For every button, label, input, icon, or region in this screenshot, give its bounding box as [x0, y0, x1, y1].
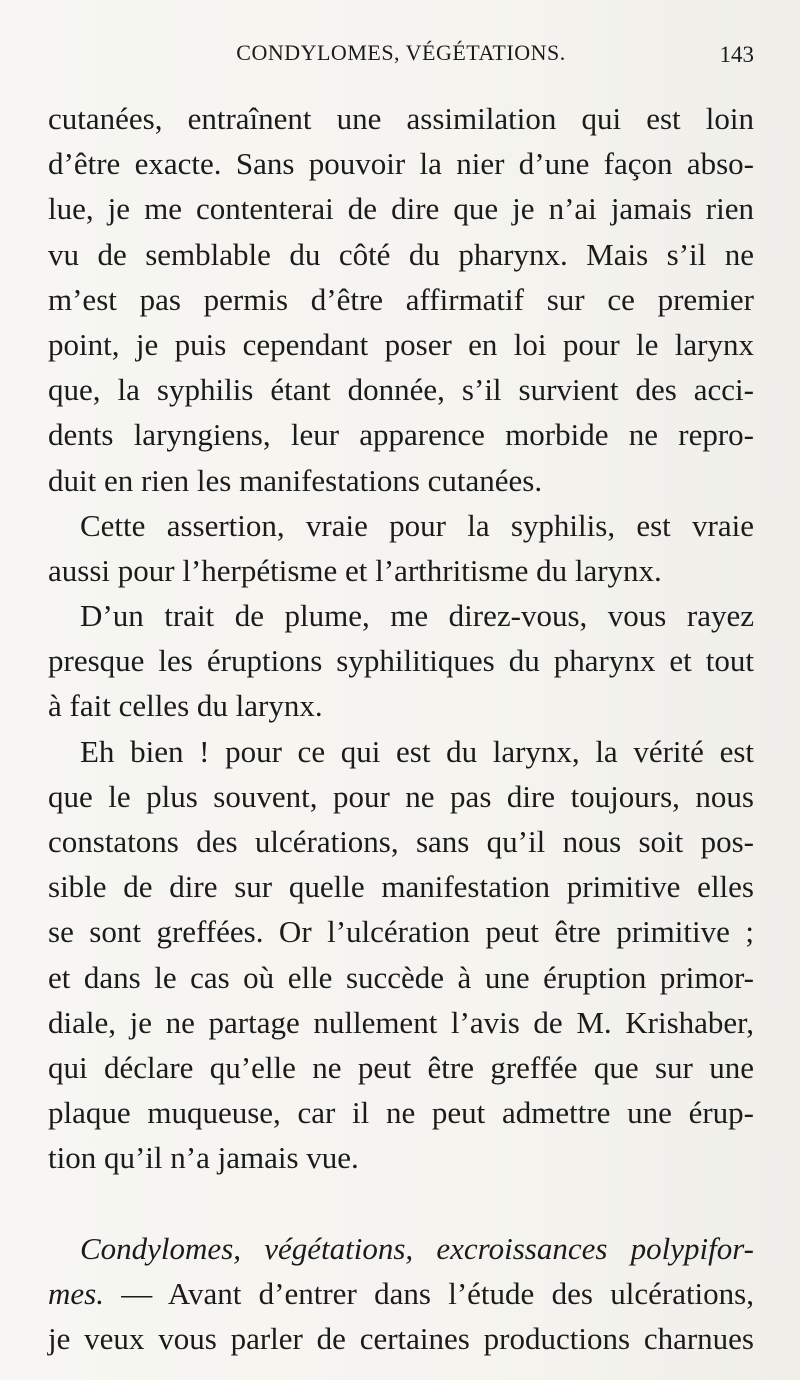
text-line: d’être exacte. Sans pouvoir la nier d’une façon abso- [48, 146, 754, 182]
paragraph [48, 729, 754, 1181]
text-line: aussi pour l’herpétisme et l’arthritisme du larynx. [48, 552, 662, 588]
running-head: CONDYLOMES, VÉGÉTATIONS. [236, 40, 566, 65]
text-line: constatons des ulcérations, sans qu’il nous soit pos- [48, 824, 754, 859]
text-line: se sont greffées. Or l’ulcération peut être primitive ; [48, 914, 754, 950]
text-line: presque les éruptions syphilitiques du pharynx et tout [48, 643, 754, 679]
text-line: diale, je ne partage nullement l’avis de M. Krishaber, [48, 1004, 754, 1040]
text-line: qui déclare qu’elle ne peut être greffée que sur une [48, 1049, 754, 1085]
text-line: point, je puis cependant poser en loi pour le larynx [48, 326, 754, 362]
text-line: que, la syphilis étant donnée, s’il survient des acci- [48, 372, 754, 408]
text-line: duit en rien les manifestations cutanées. [48, 462, 543, 498]
section-gap [48, 1181, 754, 1226]
section-heading-end: mes. [48, 1275, 104, 1311]
text-line: vu de semblable du côté du pharynx. Mais s’il ne [48, 236, 754, 272]
text-line: je veux vous parler de certaines productions charnues [48, 1320, 754, 1356]
text-line: à fait celles du larynx. [48, 688, 323, 724]
section-heading: Condylomes, végétations, excroissances polypifor- [80, 1230, 754, 1266]
text-line: lue, je me contenterai de dire que je n’ai jamais rien [48, 191, 754, 227]
page-body [48, 96, 754, 1361]
text-line: D’un trait de plume, me direz-vous, vous rayez [80, 598, 754, 634]
section [48, 1226, 754, 1362]
text-line: et dans le cas où elle succède à une éruption primor- [48, 959, 754, 995]
text-line: plaque muqueuse, car il ne peut admettre une érup- [48, 1095, 754, 1131]
text-line: sible de dire sur quelle manifestation primitive elles [48, 869, 754, 905]
text-line: cutanées, entraînent une assimilation qui est loin [48, 101, 754, 136]
text-span: — Avant d’entrer dans l’étude des ulcérations, [103, 1275, 754, 1311]
text-line: Cette assertion, vraie pour la syphilis, est vraie [80, 507, 754, 543]
page-header [48, 40, 754, 74]
text-line: dents laryngiens, leur apparence morbide ne repro- [48, 417, 754, 453]
text-line: Eh bien ! pour ce qui est du larynx, la vérité est [80, 733, 754, 769]
text-line: que le plus souvent, pour ne pas dire toujours, nous [48, 778, 754, 814]
text-line: tion qu’il n’a jamais vue. [48, 1140, 359, 1176]
page-number: 143 [719, 42, 754, 67]
paragraph [48, 96, 754, 503]
text-line [48, 1271, 754, 1316]
paragraph [48, 503, 754, 593]
paragraph [48, 593, 754, 729]
text-line: m’est pas permis d’être affirmatif sur ce premier [48, 281, 754, 317]
